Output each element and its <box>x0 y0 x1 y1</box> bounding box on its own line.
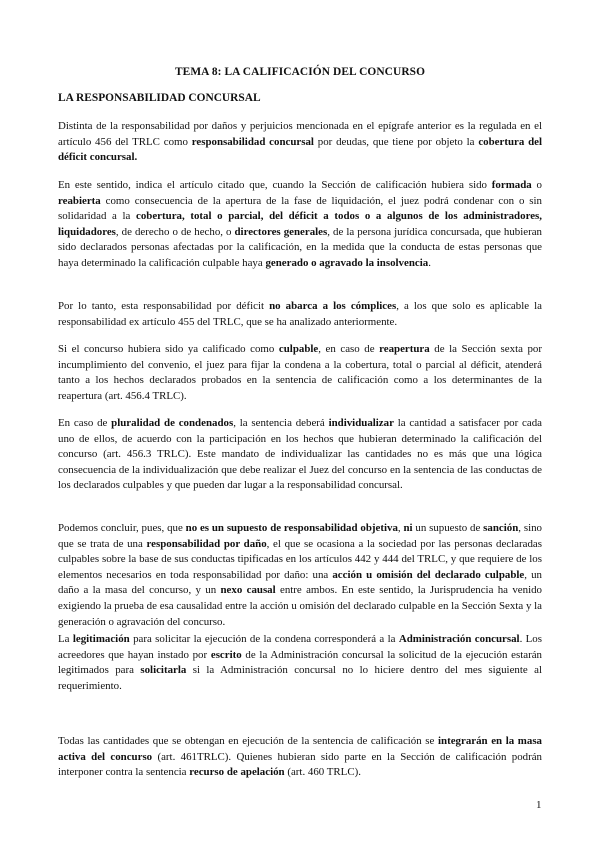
text-run: Por lo tanto, esta responsabilidad por déficit <box>58 300 270 312</box>
bold-text: solicitarla <box>140 664 187 677</box>
bold-text: integrarán en la masa activa del concurso <box>58 735 543 763</box>
text-run: . <box>428 256 431 269</box>
paragraph <box>58 178 542 272</box>
text-run: de la Sección sexta por incumplimiento del convenio, el juez para fijar la condena a la cobertura, total o parcial al déficit, atenderá tanto a los hechos declarados probados en la sentencia de calificación como a los determinantes de la reapertura (art. 456.4 TRLC). <box>58 343 542 402</box>
text-run: , un daño a la masa del concurso, y un <box>58 568 542 597</box>
text-run: , a los que solo es aplicable la responsabilidad ex artículo 455 del TRLC, que se ha analizado anteriormente. <box>58 300 542 328</box>
paragraph <box>58 632 542 694</box>
paragraph <box>58 299 542 330</box>
bold-text: nexo causal <box>220 584 276 597</box>
paragraph <box>58 734 542 781</box>
bold-text: acción u omisión del declarado culpable <box>332 568 525 581</box>
bold-text: reabierta <box>58 194 101 207</box>
bold-text: no abarca a los cómplices <box>269 300 397 312</box>
text-run: la cantidad a satisfacer por cada uno de ellos, de acuerdo con la participación en los hechos que hubieran determinado la calificación del concurso (art. 456.3 TRLC). Este mandato de individualizar las cantidades no es más que una lógica consecuencia de la individualización que debe realizar el Juez del concurso en la sentencia de las conductas de los declarados culpables y que pueden dar lugar a la responsabilidad concursal. <box>58 417 542 492</box>
paragraph <box>58 342 542 404</box>
page-number: 1 <box>536 799 542 811</box>
bold-text: sanción <box>483 522 519 534</box>
text-run: entre ambos. En este sentido, la Jurisprudencia ha venido exigiendo la prueba de esa causalidad entre la acción u omisión del declarado culpable en la Sección Sexta y la generación o agravación del concurso. <box>58 584 542 628</box>
paragraph <box>58 119 542 166</box>
document-title: TEMA 8: LA CALIFICACIÓN DEL CONCURSO <box>174 66 426 78</box>
text-run: por deudas, que tiene por objeto la <box>313 135 479 148</box>
text-run: de la Administración concursal la solicitud de la ejecución estarán legitimados para <box>58 648 542 677</box>
text-run: , en caso de <box>318 343 380 355</box>
bold-text: pluralidad de condenados <box>111 417 234 429</box>
text-run: (art. 461TRLC). Quienes hubieran sido parte en la Sección de calificación podrán interponer contra la sentencia <box>58 750 542 779</box>
bold-text: ni <box>403 522 413 534</box>
text-run: La <box>58 633 73 645</box>
text-run: , de la persona jurídica concursada, que hubieran sido declarados personas afectadas por la calificación, en la medida que la conducta de estas personas que haya determinado la calificación culpable haya <box>58 225 542 269</box>
bold-text: reapertura <box>379 343 430 355</box>
text-run: Todas las cantidades que se obtengan en ejecución de la sentencia de calificación se <box>58 735 438 747</box>
bold-text: generado o agravado la insolvencia <box>265 256 429 269</box>
bold-text: directores generales <box>234 225 328 238</box>
text-run: , de derecho o de hecho, o <box>115 225 235 238</box>
bold-text: no es un supuesto de responsabilidad objetiva <box>185 522 398 534</box>
bold-text: responsabilidad concursal <box>191 135 314 148</box>
text-run: En este sentido, indica el artículo citado que, cuando la Sección de calificación hubiera sido <box>58 179 492 191</box>
bold-text: cobertura, total o parcial, del déficit a todos o a algunos de los administradores, liquidadores <box>58 210 542 238</box>
paragraph <box>58 521 542 630</box>
bold-text: formada <box>491 179 532 191</box>
bold-text: responsabilidad por daño <box>146 537 267 550</box>
text-run: . Los acreedores que hayan instado por <box>58 633 542 661</box>
bold-text: cobertura del déficit concursal. <box>58 135 542 164</box>
bold-text: culpable <box>278 343 319 355</box>
text-run: un supuesto de <box>412 522 484 534</box>
text-run: o <box>531 179 542 191</box>
bold-text: Administración concursal <box>398 633 520 645</box>
text-run: En caso de <box>58 417 112 429</box>
bold-text: escrito <box>210 648 242 661</box>
bold-text: recurso de apelación <box>189 766 285 779</box>
text-run: para solicitar la ejecución de la condena corresponderá a la <box>129 633 399 645</box>
text-run: si la Administración concursal no lo hiciere dentro del mes siguiente al requerimiento. <box>58 664 542 692</box>
text-run: , el que se ocasiona a la sociedad por las personas declaradas culpables sobre la base de sus conductas tipificadas en los artículos 442 y 444 del TRLC, y que requiere de los elementos necesarios en toda responsabilidad por daño: una <box>58 537 542 581</box>
text-run: como consecuencia de la apertura de la fase de liquidación, el juez podrá condenar con o sin solidaridad a la <box>58 194 542 223</box>
text-run: Si el concurso hubiera sido ya calificado como <box>58 343 279 355</box>
text-run: , la sentencia deberá <box>233 417 329 429</box>
text-run: Distinta de la responsabilidad por daños y perjuicios mencionada en el epígrafe anterior es la regulada en el artículo 456 del TRLC como <box>58 120 542 148</box>
text-run: , sino que se trata de una <box>58 522 542 550</box>
text-run: (art. 460 TRLC). <box>284 766 361 779</box>
text-run: Podemos concluir, pues, que <box>58 522 186 534</box>
section-heading: LA RESPONSABILIDAD CONCURSAL <box>58 92 261 104</box>
text-run: , <box>397 522 404 534</box>
bold-text: individualizar <box>328 417 394 429</box>
bold-text: legitimación <box>72 633 130 645</box>
paragraph <box>58 416 542 494</box>
